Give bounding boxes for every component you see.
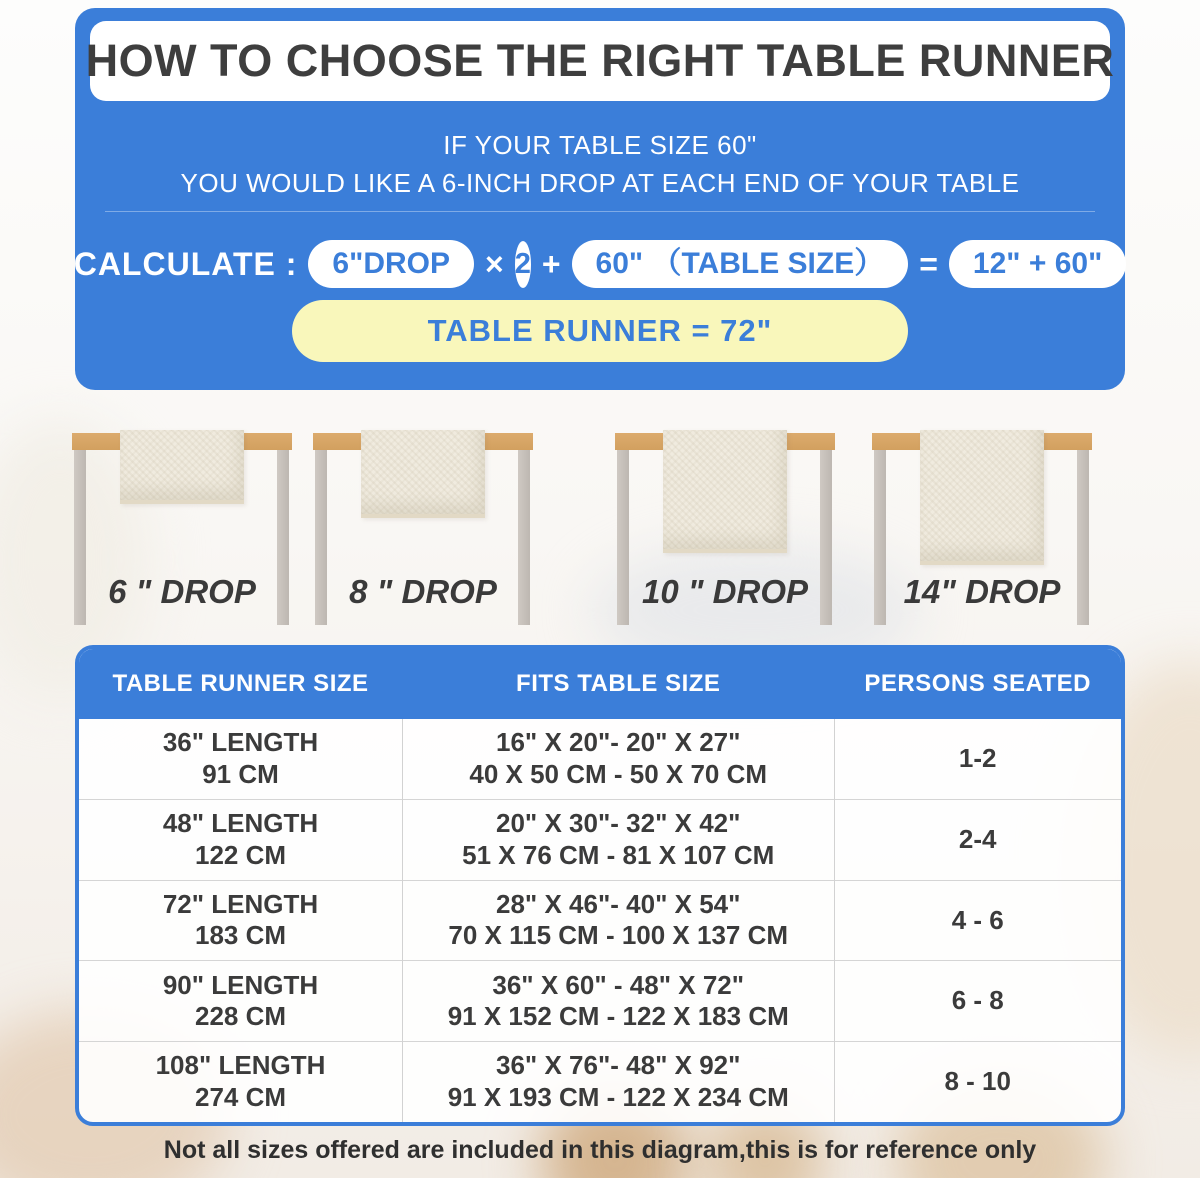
- calculate-label: CALCULATE :: [73, 245, 298, 282]
- header-persons-seated: PERSONS SEATED: [864, 670, 1092, 697]
- multiply-sign: ×: [485, 246, 504, 282]
- runner-size-cell: [79, 889, 402, 952]
- runner-size-cell: [79, 970, 402, 1033]
- title-banner: [85, 21, 1115, 101]
- fits-size-cell: [402, 808, 834, 871]
- persons-seated-cell: 6 - 8: [951, 985, 1004, 1016]
- intro-line-2: YOU WOULD LIKE A 6-INCH DROP AT EACH END OF YOUR TABLE: [180, 168, 1020, 198]
- fits-size-in: 16" X 20"- 20" X 27": [496, 727, 741, 758]
- runner-length-cm: 274 CM: [194, 1082, 287, 1113]
- runner-length-in: 108" LENGTH: [155, 1050, 326, 1081]
- fits-size-in: 28" X 46"- 40" X 54": [496, 888, 741, 919]
- fits-size-cm: 40 X 50 CM - 50 X 70 CM: [469, 758, 768, 789]
- page-title: HOW TO CHOOSE THE RIGHT TABLE RUNNER: [85, 35, 1115, 86]
- table-row: [79, 960, 1121, 1041]
- table-figure-6-drop: [72, 430, 292, 650]
- runner-cloth: [361, 430, 485, 518]
- runner-cloth: [120, 430, 244, 504]
- persons-seated-cell: 1-2: [958, 743, 997, 774]
- size-table-body: [79, 719, 1121, 1122]
- calculation-row: [75, 236, 1125, 292]
- instruction-panel: [75, 8, 1125, 390]
- drop-illustrations: [0, 420, 1200, 650]
- intro-line-1: IF YOUR TABLE SIZE 60": [443, 130, 757, 160]
- fits-size-cm: 70 X 115 CM - 100 X 137 CM: [448, 920, 789, 951]
- footnote: Not all sizes offered are included in this diagram,this is for reference only: [163, 1136, 1037, 1164]
- table-figure-14-drop: [872, 430, 1092, 650]
- table-row: [79, 799, 1121, 880]
- persons-seated-cell: 2-4: [958, 823, 997, 854]
- runner-length-cm: 183 CM: [194, 920, 287, 951]
- runner-cloth: [663, 430, 787, 553]
- fits-size-cm: 91 X 193 CM - 122 X 234 CM: [447, 1082, 789, 1113]
- runner-length-in: 90" LENGTH: [162, 969, 319, 1000]
- table-figure-8-drop: [313, 430, 533, 650]
- column-divider: [834, 719, 835, 1122]
- header-runner-size: TABLE RUNNER SIZE: [112, 670, 369, 697]
- table-row: [79, 719, 1121, 799]
- size-table-header: [79, 649, 1121, 719]
- runner-length-cm: 91 CM: [202, 758, 279, 789]
- runner-size-cell: [79, 808, 402, 871]
- table-row: [79, 880, 1121, 961]
- drop-label: 10 " DROP: [641, 573, 809, 610]
- fits-size-cm: 91 X 152 CM - 122 X 183 CM: [447, 1001, 789, 1032]
- runner-length-cm: 122 CM: [194, 839, 287, 870]
- drop-label: 6 " DROP: [108, 573, 256, 610]
- fits-size-cell: [402, 1050, 834, 1113]
- persons-seated-cell: 8 - 10: [944, 1066, 1011, 1097]
- fits-size-cell: [402, 889, 834, 952]
- table-figure-10-drop: [615, 430, 835, 650]
- column-divider: [402, 719, 403, 1122]
- fits-size-in: 36" X 76"- 48" X 92": [496, 1050, 741, 1081]
- fits-size-in: 20" X 30"- 32" X 42": [496, 807, 741, 838]
- persons-seated-cell: 4 - 6: [951, 904, 1004, 935]
- equals-sign: =: [919, 246, 938, 282]
- fits-size-cell: [402, 727, 834, 790]
- result-pill: 12" + 60": [949, 240, 1126, 288]
- runner-length-in: 48" LENGTH: [162, 807, 319, 838]
- divider-line: [105, 211, 1095, 212]
- table-size-pill: 60" （TABLE SIZE）: [572, 240, 909, 288]
- fits-size-cell: [402, 970, 834, 1033]
- multiplier-badge: 2: [515, 241, 531, 288]
- plus-sign: +: [541, 246, 561, 282]
- runner-size-cell: [79, 1050, 402, 1113]
- total-runner-pill: TABLE RUNNER = 72": [292, 300, 908, 362]
- table-row: [79, 1041, 1121, 1122]
- fits-size-in: 36" X 60" - 48" X 72": [492, 969, 745, 1000]
- fits-size-cm: 51 X 76 CM - 81 X 107 CM: [462, 839, 775, 870]
- drop-label: 8 " DROP: [349, 573, 497, 610]
- size-table: [75, 645, 1125, 1126]
- runner-length-cm: 228 CM: [194, 1001, 287, 1032]
- drop-label: 14" DROP: [903, 573, 1061, 610]
- runner-length-in: 72" LENGTH: [162, 888, 319, 919]
- drop-pill: 6"DROP: [308, 240, 474, 288]
- runner-length-in: 36" LENGTH: [162, 727, 319, 758]
- runner-size-cell: [79, 727, 402, 790]
- runner-cloth: [920, 430, 1044, 565]
- header-fits-table-size: FITS TABLE SIZE: [516, 670, 721, 697]
